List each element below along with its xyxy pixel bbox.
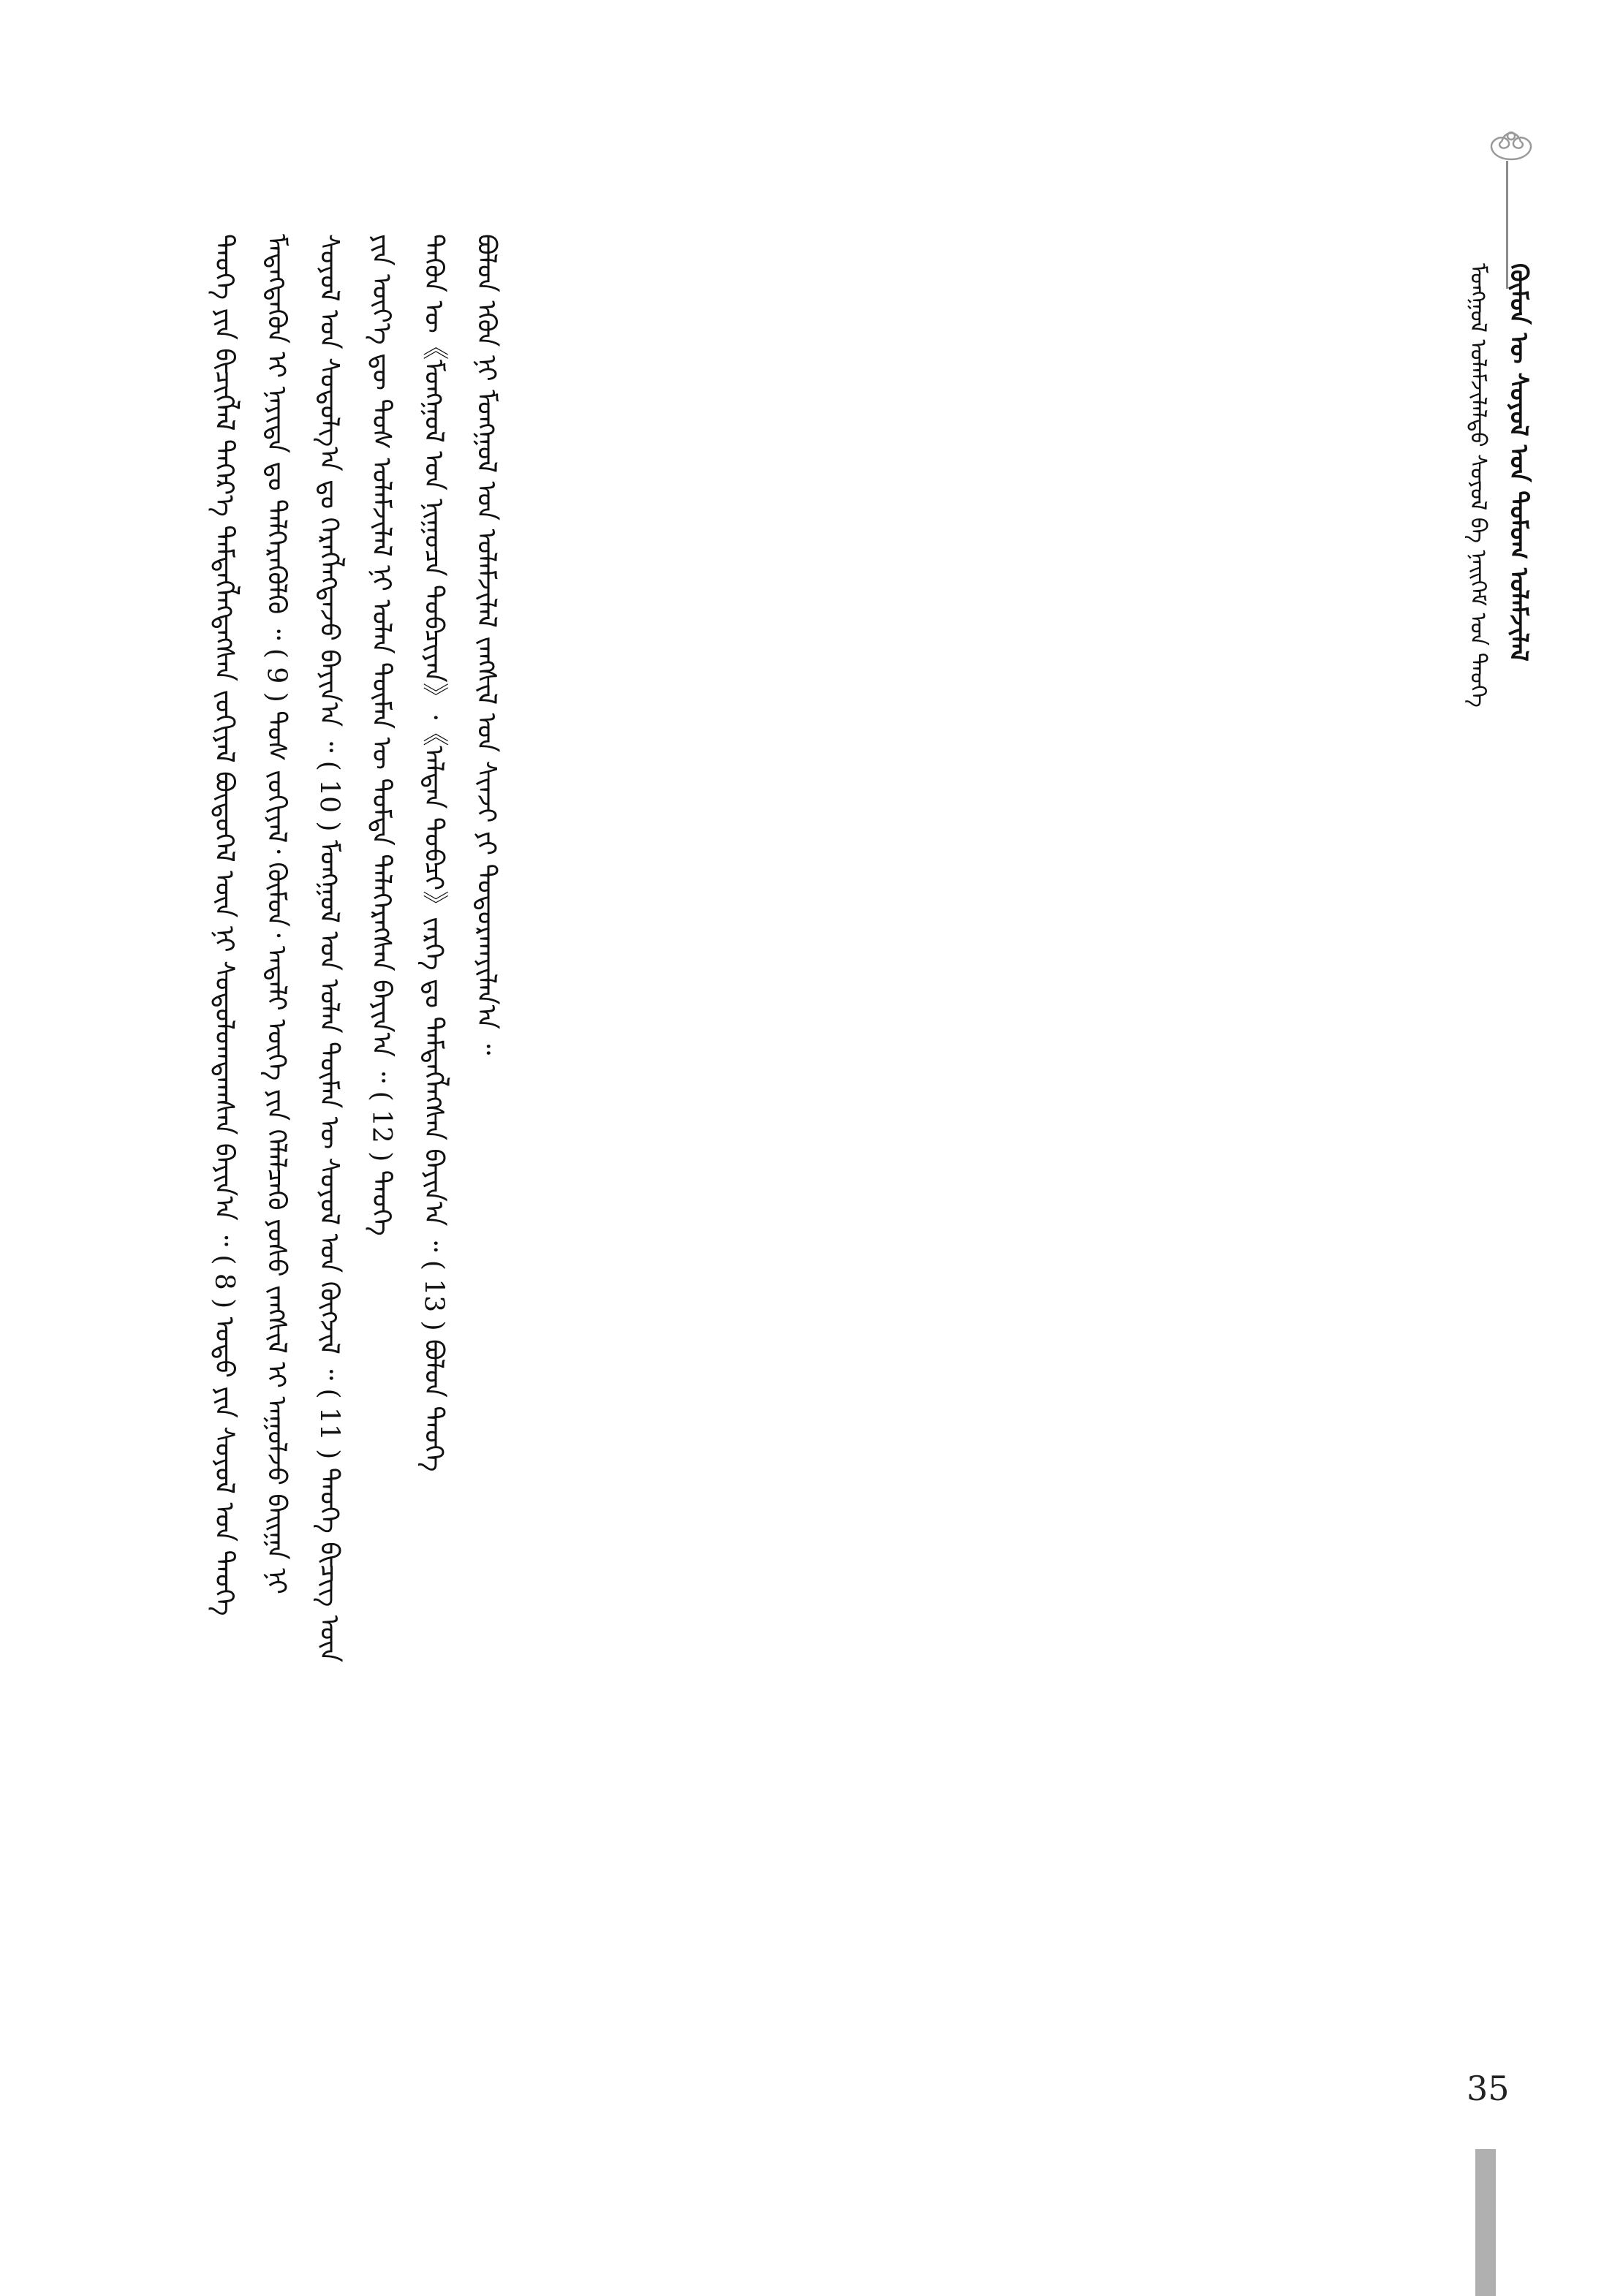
text-column: ᠲᠡᠦᠬᠡ ᠶᠢᠨ ᠪᠢᠴᠢᠭᠯᠡᠯ ᠳᠡᠭᠡᠷ᠎ᠡ ᠲᠡᠮᠳᠡᠭᠯᠡᠭᠳᠡᠭᠰᠡᠨ ᠵᠣᠬᠢᠶᠠᠯ ᠪᠦᠲᠦᠭᠡᠯ ᠦᠨ ᠨᠢ ᠰᠤᠳᠤᠯᠤᠭᠳᠠᠭᠰᠠᠨ ᠪᠠᠶᠢᠨ᠎ᠠ ᠃ ( 8 ) ᠣᠳᠣ ᠶᠢᠨ ᠰᠣᠶᠣᠯ ᠤᠨ ᠲᠡᠦᠬᠡ xyxy=(209,234,239,1616)
decorative-swirl-ornament xyxy=(1471,123,1551,167)
text-column: ᠲᠡᠭᠦᠨ ᠦ《ᠮᠣᠩᠭᠣᠯ ᠤᠨ ᠨᠢᠭᠤᠴᠠ ᠲᠣᠪᠴᠢᠶᠠᠨ》᠂《ᠠᠯᠲᠠᠨ ᠲᠣᠪᠴᠢ》ᠵᠡᠷᠭᠡ ᠳᠤ ᠲᠡᠮᠳᠡᠭᠯᠡᠭᠰᠡᠨ ᠪᠠᠶᠢᠨ᠎ᠠ ᠃ ( 13 ) ᠪᠣᠯᠤᠨ ᠲᠡᠦᠬᠡ xyxy=(418,234,449,1472)
running-header xyxy=(1459,263,1532,819)
page-edge-tab xyxy=(1475,2149,1496,2296)
text-column: ᠮᠡᠳᠡᠭᠳᠡᠬᠦᠨ ᠢ ᠨᠡᠶᠢᠲᠡ ᠳᠤ ᠳᠡᠯᠭᠡᠷᠡᠭᠦᠯᠬᠦ ᠃ ( 9 ) ᠲᠤᠰ ᠵᠣᠬᠢᠶᠠᠯ᠂ ᠬᠦᠮᠦᠨ᠂ ᠠᠳᠠᠯᠢ ᠦᠭᠡ ᠶᠢᠨ ᠬᠡᠯᠡᠯᠴᠡᠬᠦ ᠶᠣᠰᠣ ᠵᠠᠩᠰᠢᠯ ᠢ ᠠᠭᠤᠯᠵᠤ ᠪᠠᠢᠭᠠ ᠨᠢ xyxy=(261,234,292,1594)
running-header-subtitle: ᠮᠣᠩᠭᠣᠯ ᠤᠯᠠᠮᠵᠢᠯᠠᠯᠲᠤ ᠰᠤᠶᠤᠯ ᠪᠠ ᠨᠡᠢᠭᠡᠮ ᠤᠨ ᠲᠡᠦᠬᠡ xyxy=(1465,263,1491,708)
text-column: ᠶᠢᠨ ᠦᠶ᠎ᠡ ᠳᠦ ᠲᠤᠰ ᠤᠯᠠᠮᠵᠢᠯᠠᠯ ᠨᠢ ᠣᠯᠠᠨ ᠲᠦᠮᠡᠨ ᠦ ᠳᠤᠮᠳᠠ ᠳᠡᠯᠡᠭᠡᠷᠡᠭᠰᠡᠨ ᠪᠠᠶᠢᠨ᠎ᠠ ᠃ ( 12 ) ᠲᠡᠦᠬᠡ xyxy=(366,234,397,1236)
running-header-title: ᠬᠦᠮᠦᠨ ᠦ ᠰᠤᠶᠤᠯ ᠤᠨ ᠳᠤᠮᠤᠭ ᠤᠯᠠᠮᠵᠢᠯᠠᠯ xyxy=(1504,263,1533,662)
body-text xyxy=(197,234,512,2076)
text-column: ᠰᠤᠶᠤᠯ ᠤᠨ ᠰᠤᠳᠤᠯᠭ᠎ᠠ ᠳᠤ ᠬᠡᠷᠡᠭᠯᠡᠭᠳᠡᠵᠦ ᠪᠠᠶᠢᠨ᠎ᠠ ᠃ ( 10 ) ᠮᠣᠩᠭᠣᠯ ᠤᠨ ᠣᠯᠠᠨ ᠲᠦᠮᠡᠨ ᠦ ᠰᠣᠶᠣᠯ ᠤᠨ ᠬᠥᠭᠵᠢᠯ ᠃ ( 11 ) ᠲᠡᠦᠬᠡ ᠪᠢᠴᠢᠭ ᠦᠨ xyxy=(314,234,344,1663)
text-column: ᠪᠣᠯᠤᠨ ᠡᠭᠦᠨ ᠨᠢ ᠮᠣᠩᠭᠣᠯ ᠤᠨ ᠤᠯᠠᠮᠵᠢᠯᠠᠯ ᠵᠠᠩᠰᠢᠯ ᠤᠨ ᠰᠢᠨᠵᠢ ᠶᠢ ᠲᠣᠳᠤᠷᠬᠠᠶᠢᠯᠠᠨ᠎ᠠ ᠃ xyxy=(471,234,502,1056)
page-number: 35 xyxy=(1467,2069,1510,2108)
